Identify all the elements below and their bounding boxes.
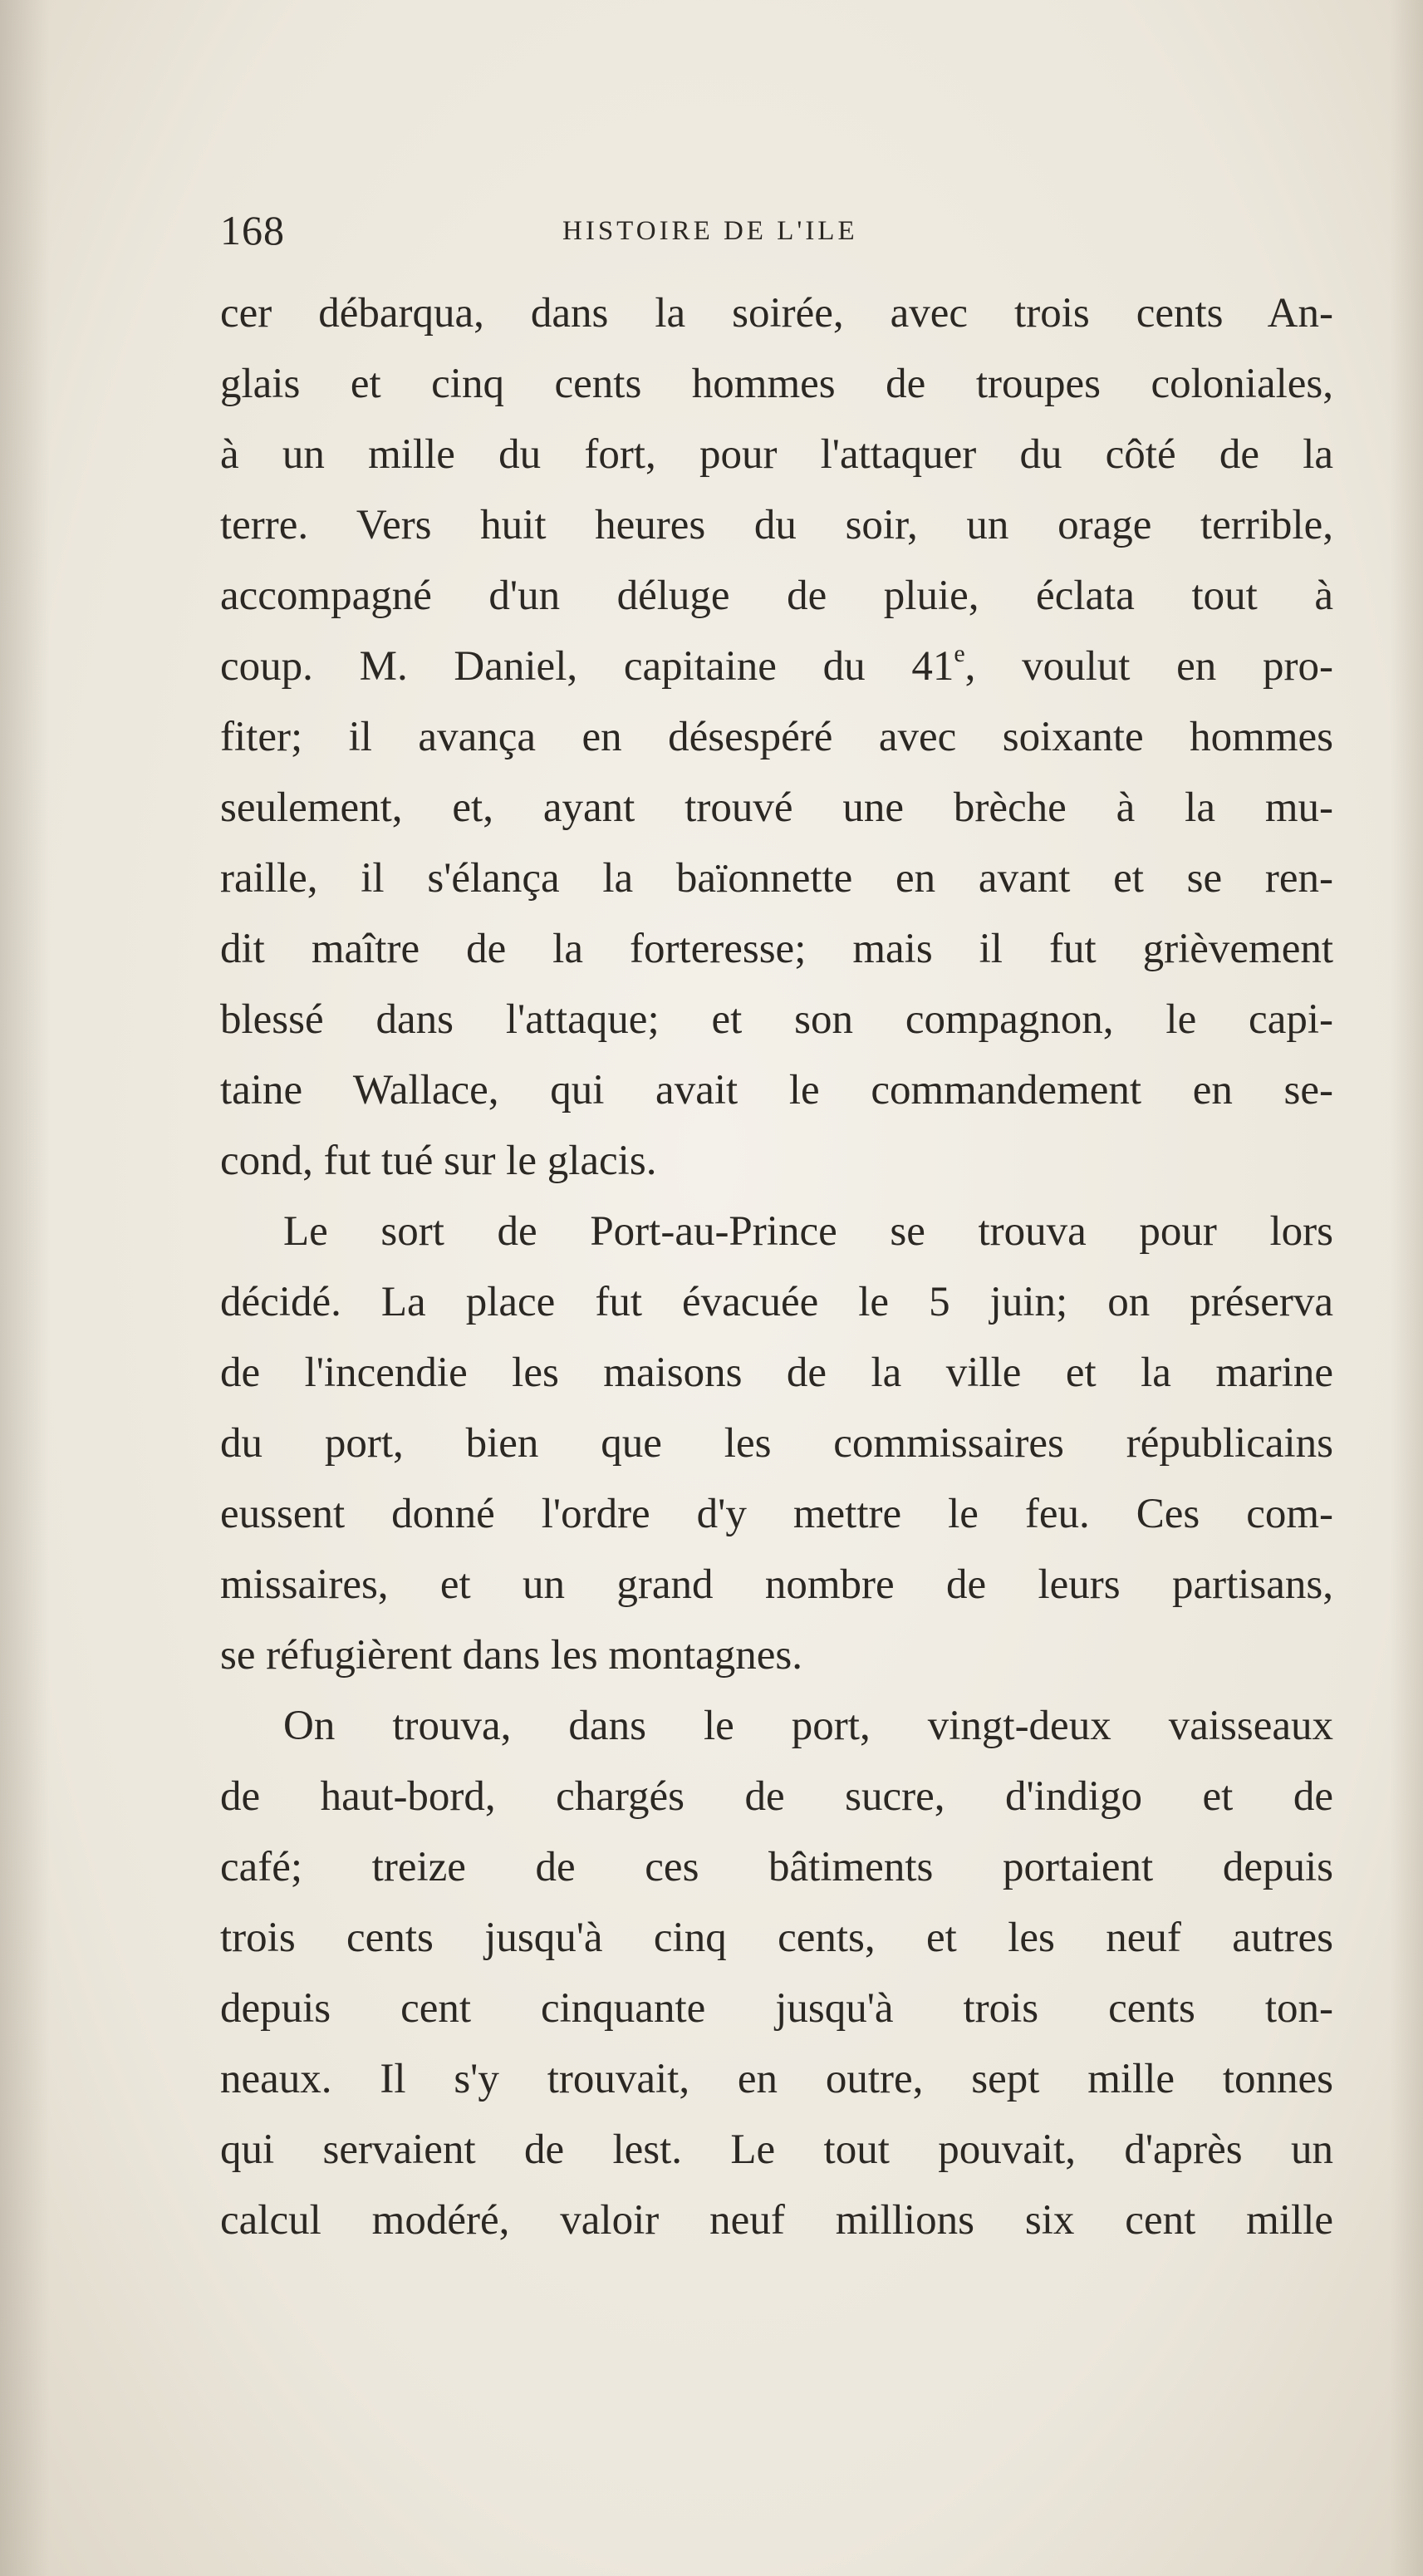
text-line: de haut-bord, chargés de sucre, d'indigo et de [220, 1773, 1333, 1820]
text-line: qui servaient de lest. Le tout pouvait, d'après un [220, 2126, 1333, 2173]
text-line: de l'incendie les maisons de la ville et la marine [220, 1349, 1333, 1396]
body-text [220, 278, 1333, 2256]
running-title: HISTOIRE DE L'ILE [562, 216, 858, 246]
text-line: accompagné d'un déluge de pluie, éclata tout à [220, 573, 1333, 619]
text-line: blessé dans l'attaque; et son compagnon, le capi- [220, 996, 1333, 1043]
text-line: Le sort de Port-au-Prince se trouva pour lors [283, 1208, 1333, 1255]
text-line: trois cents jusqu'à cinq cents, et les neuf autres [220, 1915, 1333, 1961]
text-line: calcul modéré, valoir neuf millions six cent mille [220, 2197, 1333, 2244]
text-line: du port, bien que les commissaires républicains [220, 1420, 1333, 1467]
text-line: depuis cent cinquante jusqu'à trois cents ton- [220, 1985, 1333, 2032]
text-line: se réfugièrent dans les montagnes. [220, 1632, 803, 1679]
page-header [220, 206, 1342, 264]
text-line: fiter; il avança en désespéré avec soixante hommes [220, 714, 1333, 760]
text-line: raille, il s'élança la baïonnette en avant et se ren- [220, 855, 1333, 902]
paragraph-3 [220, 1691, 1333, 2256]
text-line: eussent donné l'ordre d'y mettre le feu. Ces com- [220, 1491, 1333, 1537]
text-line: café; treize de ces bâtiments portaient depuis [220, 1844, 1333, 1890]
text-line: à un mille du fort, pour l'attaquer du côté de la [220, 431, 1333, 478]
text-line: cer débarqua, dans la soirée, avec trois cents An- [220, 290, 1333, 337]
text-line: missaires, et un grand nombre de leurs partisans, [220, 1561, 1333, 1608]
text-line: coup. M. Daniel, capitaine du 41e, voulut en pro- [220, 640, 1333, 690]
text-line: décidé. La place fut évacuée le 5 juin; on préserva [220, 1279, 1333, 1325]
text-line: taine Wallace, qui avait le commandement en se- [220, 1067, 1333, 1113]
paragraph-2 [220, 1197, 1333, 1691]
text-line: cond, fut tué sur le glacis. [220, 1138, 657, 1184]
text-line: terre. Vers huit heures du soir, un orage terrible, [220, 502, 1333, 548]
text-line: neaux. Il s'y trouvait, en outre, sept mille tonnes [220, 2056, 1333, 2102]
binding-gutter-shadow [0, 0, 50, 2576]
page-number: 168 [220, 207, 285, 253]
text-line: On trouva, dans le port, vingt-deux vaisseaux [283, 1703, 1333, 1749]
page-edge-shading [1390, 0, 1423, 2576]
text-line: seulement, et, ayant trouvé une brèche à la mu- [220, 784, 1333, 831]
text-line: dit maître de la forteresse; mais il fut grièvement [220, 926, 1333, 972]
text-line: glais et cinq cents hommes de troupes coloniales, [220, 361, 1333, 407]
paragraph-1 [220, 278, 1333, 1197]
